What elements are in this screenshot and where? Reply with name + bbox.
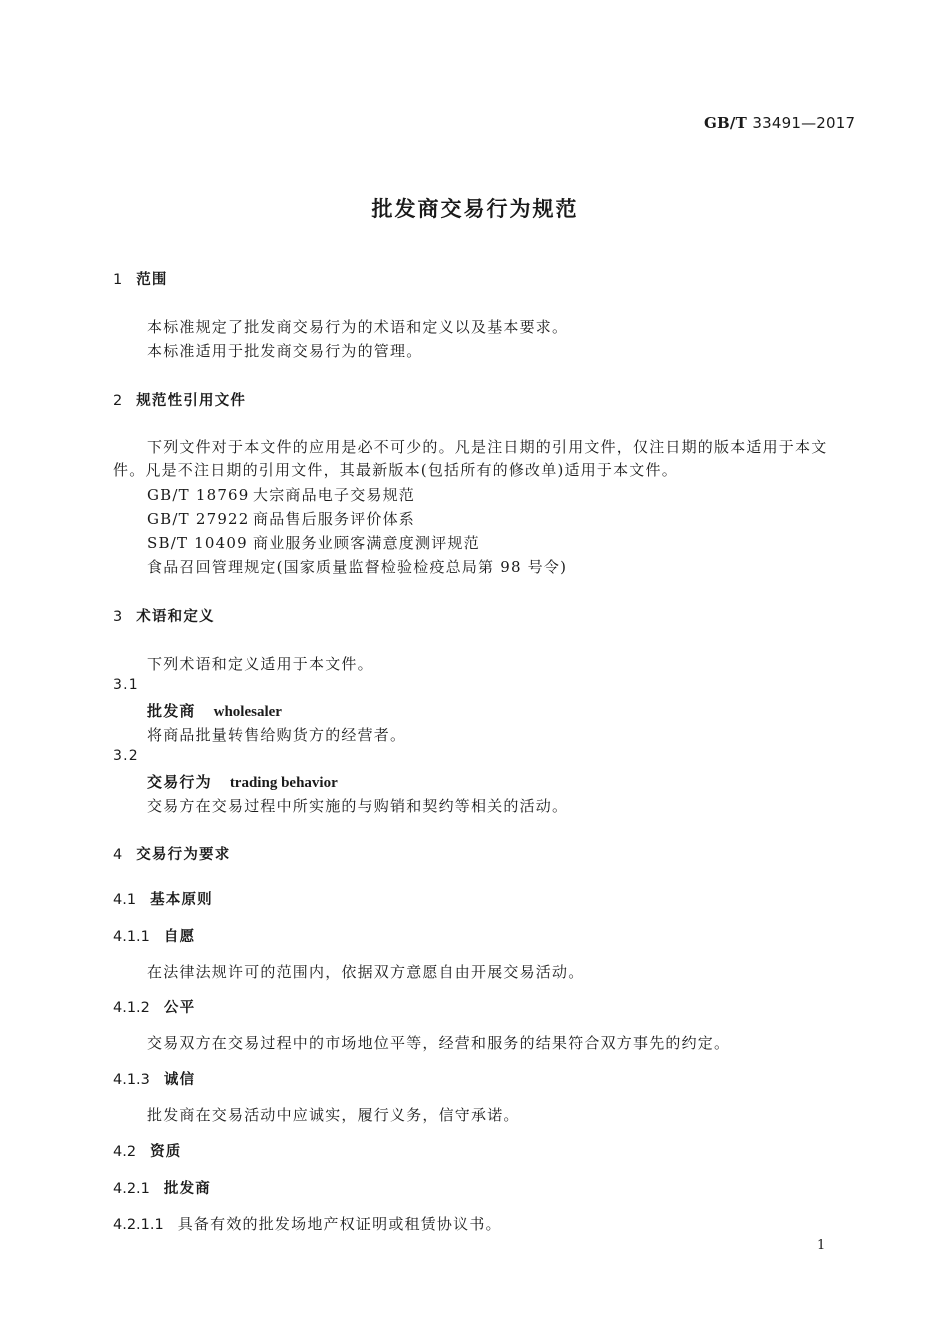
section-number: 4.1.2: [113, 1000, 150, 1016]
section-4-2-1-heading: [113, 1177, 211, 1198]
section-title: 基本原则: [150, 892, 213, 908]
section-4-1-1-heading: [113, 925, 195, 946]
section-1-heading: [113, 268, 168, 289]
standard-prefix: GB/T: [704, 114, 747, 132]
section-title: 规范性引用文件: [136, 393, 247, 409]
term-number: 3.2: [113, 748, 139, 764]
section-number: 1: [113, 272, 123, 288]
section-title: 诚信: [163, 1072, 196, 1088]
section-4-1-heading: [113, 888, 213, 909]
reference-code: SB/T 10409: [147, 534, 248, 552]
section-number: 4.2.1: [113, 1181, 150, 1197]
term-heading: [147, 771, 338, 792]
section-4-1-3-text: 批发商在交易活动中应诚实，履行义务，信守承诺。: [147, 1106, 520, 1124]
reference-title: 商品售后服务评价体系: [253, 510, 416, 528]
section-title: 范围: [136, 272, 168, 288]
section-4-heading: [113, 843, 230, 864]
section-number: 4.1: [113, 892, 137, 908]
section-number: 4.2: [113, 1144, 137, 1160]
section-4-2-1-1: [113, 1213, 502, 1234]
reference-item: [147, 508, 415, 529]
section-4-1-2-heading: [113, 996, 195, 1017]
reference-code: GB/T 27922: [147, 510, 250, 528]
reference-code: GB/T 18769: [147, 486, 250, 504]
section-title: 自愿: [163, 929, 196, 945]
section-1-para-1: 本标准规定了批发商交易行为的术语和定义以及基本要求。: [147, 318, 569, 336]
term-zh: 批发商: [147, 702, 196, 720]
section-number: 4.1.3: [113, 1072, 150, 1088]
clause-text: 具备有效的批发场地产权证明或租赁协议书。: [177, 1215, 502, 1233]
section-title: 资质: [150, 1144, 182, 1160]
section-number: 4.1.1: [113, 929, 150, 945]
section-title: 批发商: [163, 1181, 212, 1197]
section-title: 交易行为要求: [136, 847, 231, 863]
section-number: 4: [113, 847, 123, 863]
section-4-1-3-heading: [113, 1068, 195, 1089]
term-definition: 交易方在交易过程中所实施的与购销和契约等相关的活动。: [147, 797, 569, 815]
section-title: 术语和定义: [136, 609, 215, 625]
reference-title: 大宗商品电子交易规范: [253, 486, 416, 504]
section-number: 3: [113, 609, 123, 625]
document-title: 批发商交易行为规范: [371, 197, 579, 221]
reference-title: 商业服务业顾客满意度测评规范: [253, 534, 480, 552]
term-definition: 将商品批量转售给购货方的经营者。: [147, 726, 407, 744]
reference-item: [147, 532, 480, 553]
term-en: wholesaler: [213, 704, 282, 720]
term-heading: [147, 700, 282, 721]
term-number: 3.1: [113, 677, 139, 693]
section-title: 公平: [163, 1000, 196, 1016]
section-4-2-heading: [113, 1140, 181, 1161]
page-number: 1: [817, 1238, 826, 1253]
section-3-intro: 下列术语和定义适用于本文件。: [147, 655, 374, 673]
section-3-heading: [113, 605, 215, 626]
reference-item: 食品召回管理规定(国家质量监督检验检疫总局第 98 号令): [147, 558, 568, 576]
section-2-heading: [113, 389, 246, 410]
reference-item: [147, 484, 415, 505]
section-number: 2: [113, 393, 123, 409]
section-2-paragraph: 下列文件对于本文件的应用是必不可少的。凡是注日期的引用文件，仅注日期的版本适用于本文件。凡是不注日期的引用文件，其最新版本(包括所有的修改单)适用于本文件。: [113, 438, 828, 479]
standard-number: [704, 114, 855, 132]
term-zh: 交易行为: [147, 773, 212, 791]
section-4-1-1-text: 在法律法规许可的范围内，依据双方意愿自由开展交易活动。: [147, 963, 585, 981]
section-number: 4.2.1.1: [113, 1217, 164, 1233]
term-en: trading behavior: [229, 775, 338, 791]
standard-code: 33491—2017: [752, 114, 856, 132]
section-1-para-2: 本标准适用于批发商交易行为的管理。: [147, 342, 423, 360]
section-4-1-2-text: 交易双方在交易过程中的市场地位平等，经营和服务的结果符合双方事先的约定。: [147, 1034, 731, 1052]
